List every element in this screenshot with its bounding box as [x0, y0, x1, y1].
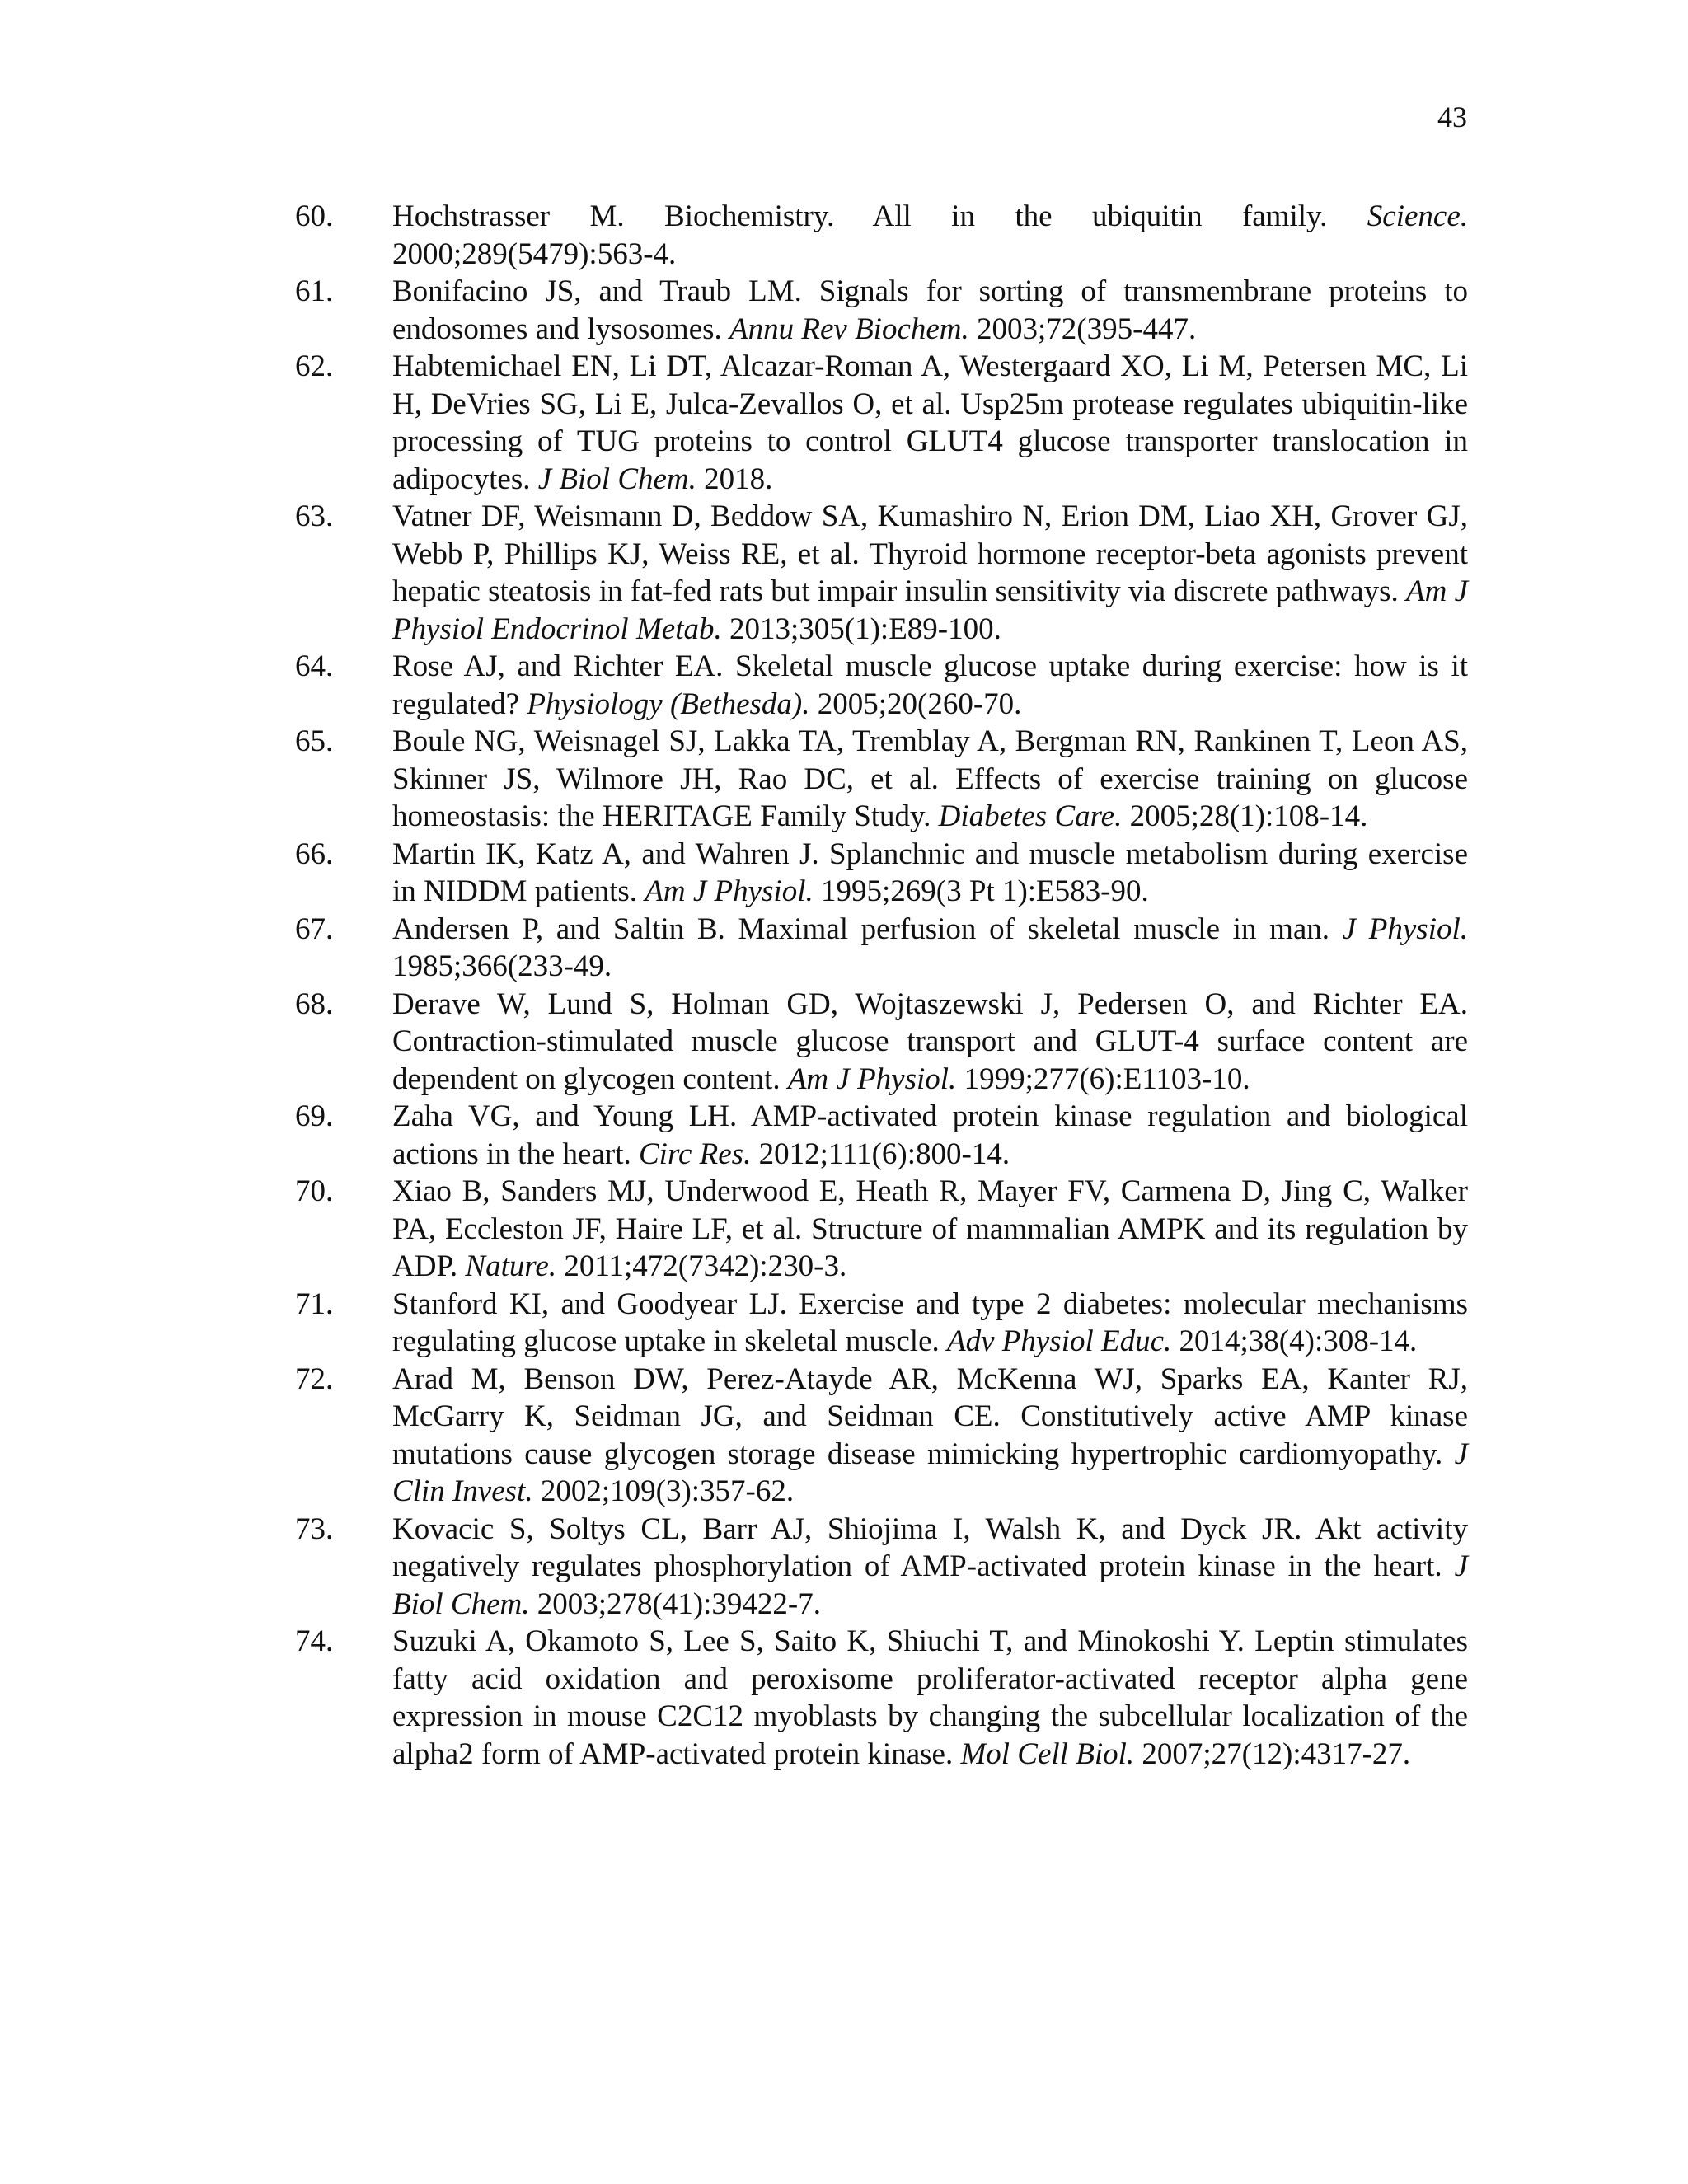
reference-journal: Circ Res. [638, 1137, 752, 1171]
reference-number: 60. [295, 199, 334, 233]
reference-number: 73. [295, 1511, 334, 1546]
reference-item [295, 198, 1468, 273]
reference-citation: 2005;28(1):108-14. [1129, 799, 1368, 833]
reference-authors-title: Bonifacino JS, and Traub LM. Signals for sorting of transmembrane proteins to endosomes and lysosomes. [392, 274, 1468, 346]
reference-journal: J Biol Chem. [537, 462, 696, 496]
reference-item [295, 1511, 1468, 1624]
reference-number: 72. [295, 1361, 334, 1396]
reference-text [392, 986, 1468, 1099]
reference-item [295, 648, 1468, 723]
reference-citation: 2018. [704, 462, 773, 496]
reference-citation: 2013;305(1):E89-100. [729, 612, 1001, 646]
reference-authors-title: Andersen P, and Saltin B. Maximal perfusion of skeletal muscle in man. [392, 912, 1330, 946]
reference-number: 71. [295, 1286, 334, 1321]
reference-citation: 2011;472(7342):230-3. [564, 1249, 847, 1283]
reference-list [295, 198, 1468, 1773]
reference-journal: Diabetes Care. [938, 799, 1123, 833]
reference-journal: J Biol Chem. [392, 1549, 1469, 1621]
reference-authors-title: Vatner DF, Weismann D, Beddow SA, Kumashiro N, Erion DM, Liao XH, Grover GJ, Webb P, Phillips KJ, Weiss RE, et al. Thyroid hormone receptor-beta agonists prevent hepatic steatosis in fat-fed rats but impair insulin sensitivity via discrete pathways. [392, 499, 1468, 608]
reference-number: 66. [295, 837, 334, 871]
reference-citation: 2003;278(41):39422-7. [537, 1586, 822, 1621]
reference-item [295, 723, 1468, 836]
reference-authors-title: Zaha VG, and Young LH. AMP-activated protein kinase regulation and biological actions in the heart. [392, 1099, 1468, 1171]
reference-number: 61. [295, 274, 334, 308]
reference-item [295, 1361, 1468, 1511]
reference-journal: J Physiol. [1342, 912, 1469, 946]
reference-number: 69. [295, 1099, 334, 1133]
reference-journal: Mol Cell Biol. [960, 1736, 1135, 1771]
reference-authors-title: Arad M, Benson DW, Perez-Atayde AR, McKenna WJ, Sparks EA, Kanter RJ, McGarry K, Seidman JG, and Seidman CE. Constitutively active AMP kinase mutations cause glycogen storage disease mimicking hypertrophic cardiomyopathy. [392, 1361, 1468, 1471]
reference-text [392, 498, 1468, 648]
reference-item [295, 1286, 1468, 1361]
reference-item [295, 1173, 1468, 1286]
reference-text [392, 648, 1468, 723]
reference-citation: 1995;269(3 Pt 1):E583-90. [820, 874, 1149, 908]
reference-journal: Physiology (Bethesda). [527, 687, 810, 721]
reference-authors-title: Rose AJ, and Richter EA. Skeletal muscle glucose uptake during exercise: how is it regulated? [392, 649, 1468, 721]
reference-authors-title: Martin IK, Katz A, and Wahren J. Splanchnic and muscle metabolism during exercise in NIDDM patients. [392, 837, 1468, 908]
reference-number: 64. [295, 649, 334, 683]
reference-journal: Am J Physiol. [645, 874, 814, 908]
reference-number: 67. [295, 912, 334, 946]
reference-authors-title: Kovacic S, Soltys CL, Barr AJ, Shiojima I, Walsh K, and Dyck JR. Akt activity negatively regulates phosphorylation of AMP-activated protein kinase in the heart. [392, 1511, 1468, 1583]
reference-authors-title: Boule NG, Weisnagel SJ, Lakka TA, Tremblay A, Bergman RN, Rankinen T, Leon AS, Skinner JS, Wilmore JH, Rao DC, et al. Effects of exercise training on glucose homeostasis: the HERITAGE Family Study. [392, 724, 1468, 833]
reference-citation: 2003;72(395-447. [977, 312, 1197, 346]
reference-text [392, 1098, 1468, 1173]
reference-text [392, 273, 1468, 348]
reference-citation: 2014;38(4):308-14. [1179, 1324, 1418, 1358]
reference-item [295, 986, 1468, 1099]
reference-text [392, 1173, 1468, 1286]
reference-authors-title: Suzuki A, Okamoto S, Lee S, Saito K, Shiuchi T, and Minokoshi Y. Leptin stimulates fatty acid oxidation and peroxisome proliferator-activated receptor alpha gene expression in mouse C2C12 myoblasts by changing the subcellular localization of the alpha2 form of AMP-activated protein kinase. [392, 1624, 1468, 1771]
reference-text [392, 723, 1468, 836]
reference-text [392, 911, 1468, 986]
reference-item [295, 911, 1468, 986]
reference-text [392, 1286, 1468, 1361]
reference-number: 62. [295, 349, 334, 383]
reference-text [392, 198, 1468, 273]
reference-authors-title: Hochstrasser M. Biochemistry. All in the ubiquitin family. [392, 199, 1328, 233]
reference-number: 74. [295, 1624, 334, 1658]
reference-journal: Am J Physiol Endocrinol Metab. [392, 574, 1469, 646]
reference-item [295, 498, 1468, 648]
reference-citation: 2000;289(5479):563-4. [392, 237, 677, 271]
reference-item [295, 273, 1468, 348]
reference-item [295, 1623, 1468, 1773]
reference-number: 65. [295, 724, 334, 758]
reference-text [392, 348, 1468, 498]
reference-authors-title: Derave W, Lund S, Holman GD, Wojtaszewski J, Pedersen O, and Richter EA. Contraction-stimulated muscle glucose transport and GLUT-4 surface content are dependent on glycogen content. [392, 987, 1468, 1096]
reference-authors-title: Stanford KI, and Goodyear LJ. Exercise and type 2 diabetes: molecular mechanisms regulating glucose uptake in skeletal muscle. [392, 1286, 1468, 1358]
reference-authors-title: Xiao B, Sanders MJ, Underwood E, Heath R, Mayer FV, Carmena D, Jing C, Walker PA, Eccleston JF, Haire LF, et al. Structure of mammalian AMPK and its regulation by ADP. [392, 1174, 1468, 1283]
page-number: 43 [1437, 101, 1467, 134]
reference-authors-title: Habtemichael EN, Li DT, Alcazar-Roman A, Westergaard XO, Li M, Petersen MC, Li H, DeVries SG, Li E, Julca-Zevallos O, et al. Usp25m protease regulates ubiquitin-like processing of TUG proteins to control GLUT4 glucose transporter translocation in adipocytes. [392, 349, 1468, 496]
reference-item [295, 836, 1468, 911]
reference-number: 70. [295, 1174, 334, 1208]
reference-text [392, 1361, 1468, 1511]
reference-citation: 2007;27(12):4317-27. [1142, 1736, 1411, 1771]
reference-citation: 2002;109(3):357-62. [540, 1474, 795, 1508]
reference-journal: Science. [1367, 199, 1468, 233]
reference-citation: 2005;20(260-70. [817, 687, 1022, 721]
reference-citation: 1985;366(233-49. [392, 949, 612, 983]
reference-journal: Am J Physiol. [787, 1062, 957, 1096]
reference-item [295, 1098, 1468, 1173]
reference-journal: Adv Physiol Educ. [947, 1324, 1172, 1358]
reference-number: 63. [295, 499, 334, 533]
reference-citation: 2012;111(6):800-14. [758, 1137, 1010, 1171]
reference-journal: J Clin Invest. [392, 1436, 1468, 1508]
reference-number: 68. [295, 987, 334, 1021]
reference-citation: 1999;277(6):E1103-10. [964, 1062, 1250, 1096]
reference-text [392, 1511, 1468, 1624]
reference-item [295, 348, 1468, 498]
reference-text [392, 836, 1468, 911]
reference-journal: Annu Rev Biochem. [729, 312, 969, 346]
reference-text [392, 1623, 1468, 1773]
reference-journal: Nature. [465, 1249, 557, 1283]
